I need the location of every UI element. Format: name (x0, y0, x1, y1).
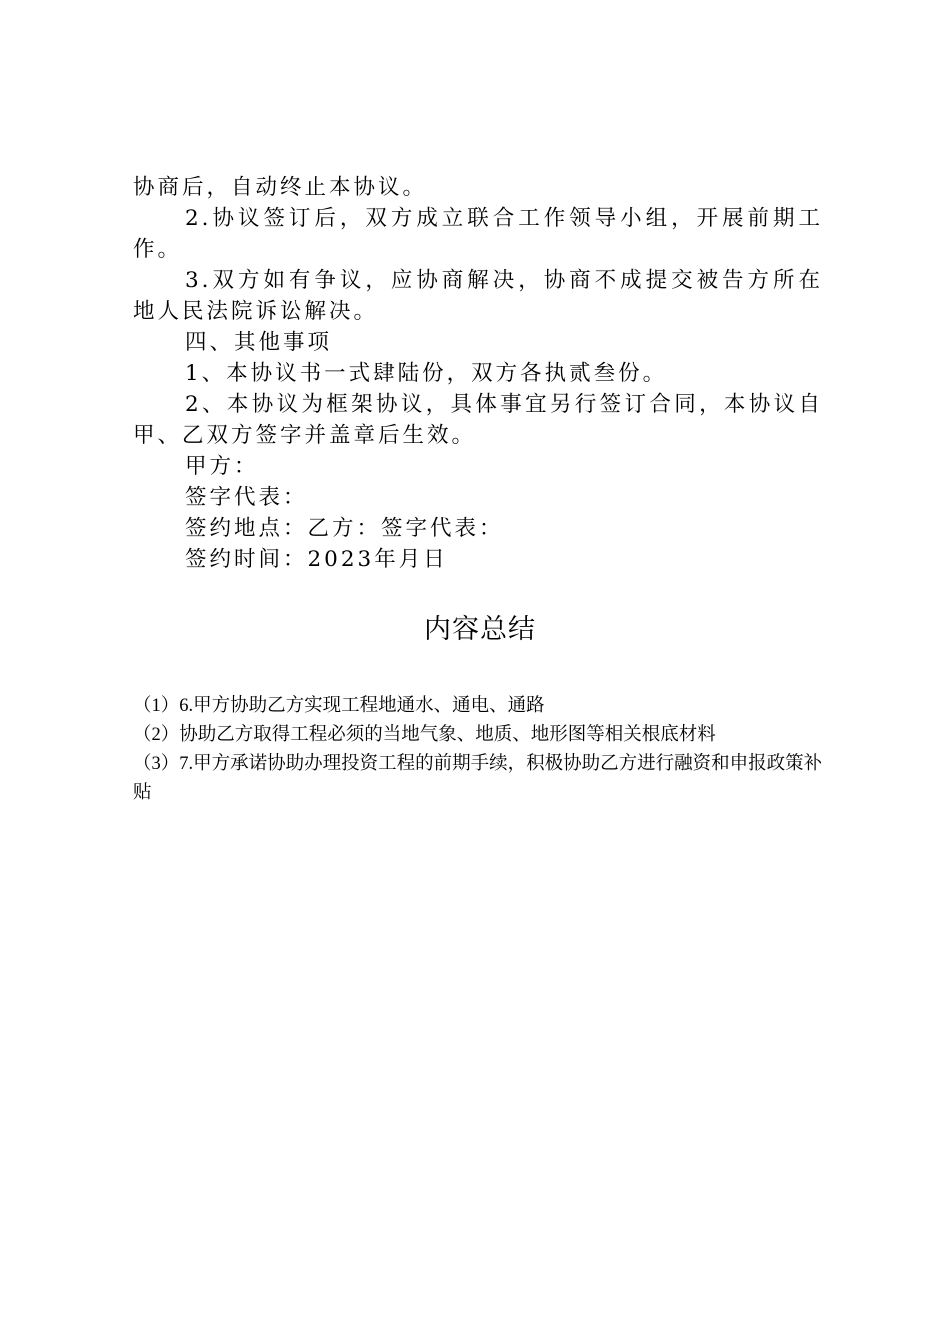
paragraph-joint-working-group: 2.协议签订后，双方成立联合工作领导小组，开展前期工作。 (133, 206, 823, 262)
paragraph-termination: 协商后，自动终止本协议。 (133, 175, 428, 200)
summary-title: 内容总结 (424, 614, 536, 645)
summary-list (133, 692, 823, 808)
paragraph-dispute-resolution: 3.双方如有争议，应协商解决，协商不成提交被告方所在地人民法院诉讼解决。 (133, 268, 823, 324)
party-a-label: 甲方： (185, 454, 259, 479)
agreement-body (133, 172, 823, 575)
summary-item: （3）7.甲方承诺协助办理投资工程的前期手续，积极协助乙方进行融资和申报政策补贴 (133, 754, 823, 803)
section-heading-other-matters: 四、其他事项 (185, 330, 333, 355)
signing-time-label: 签约时间：2023年月日 (185, 547, 448, 572)
paragraph-copies: 1、本协议书一式肆陆份，双方各执贰叁份。 (185, 361, 668, 386)
signatory-label: 签字代表： (185, 485, 308, 510)
summary-item: （2）协助乙方取得工程必须的当地气象、地质、地形图等相关根底材料 (133, 725, 716, 745)
signing-place-label: 签约地点：乙方：签字代表： (185, 516, 504, 541)
paragraph-framework-agreement: 2、本协议为框架协议，具体事宜另行签订合同，本协议自甲、乙双方签字并盖章后生效。 (133, 392, 823, 448)
summary-item: （1）6.甲方协助乙方实现工程地通水、通电、通路 (133, 696, 545, 716)
